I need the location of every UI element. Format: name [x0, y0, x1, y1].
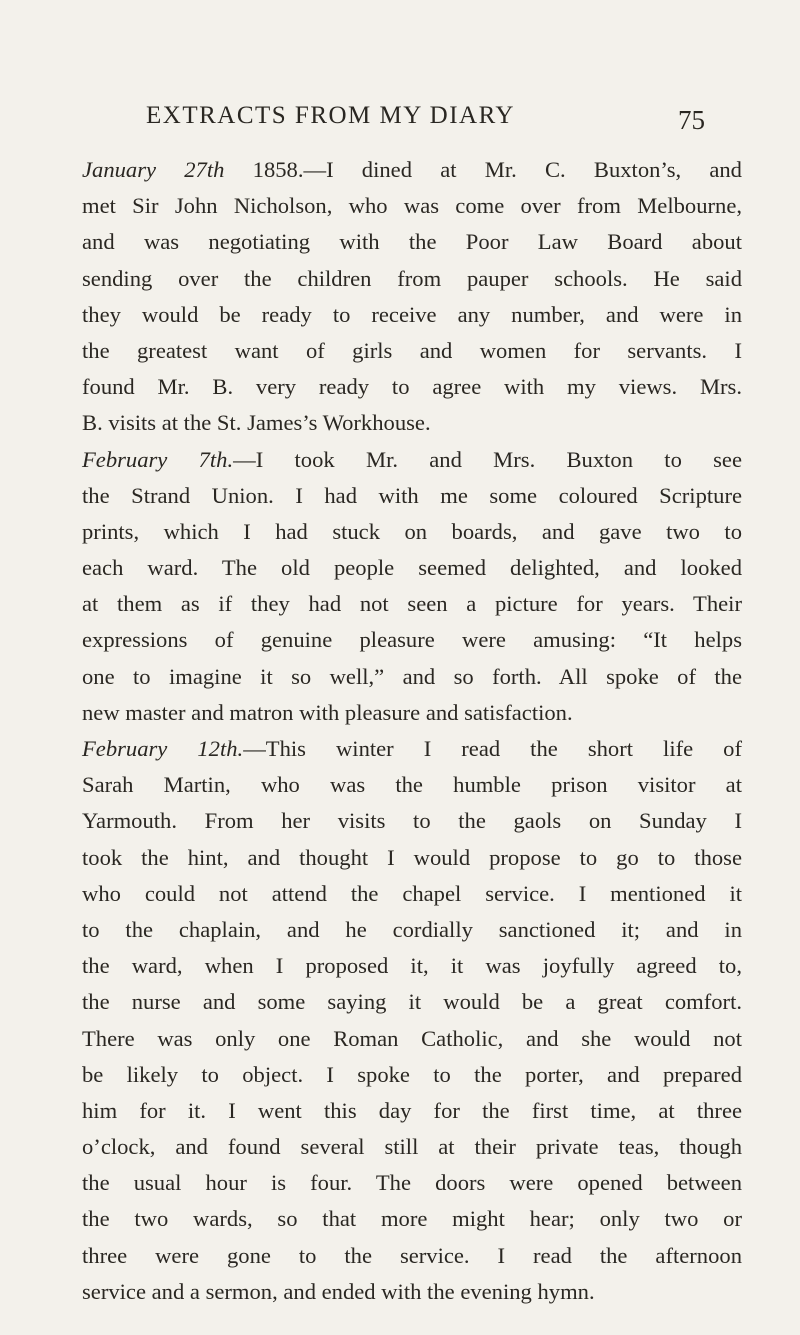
diary-entry-february-7-line-1: February 7th.—I took Mr. and Mrs. Buxton to see	[82, 446, 742, 472]
text-line: the nurse and some saying it would be a great comfort.	[82, 989, 742, 1015]
text-line: the two wards, so that more might hear; only two or	[82, 1206, 742, 1232]
diary-entry-february-12-line-1: February 12th.—This winter I read the short life of	[82, 736, 742, 761]
text-line: Yarmouth. From her visits to the gaols on Sunday I	[82, 808, 742, 834]
text-line: him for it. I went this day for the first time, at three	[82, 1097, 742, 1123]
text-line: took the hint, and thought I would propose to go to those	[82, 844, 742, 870]
text-line: the Strand Union. I had with me some coloured Scripture	[82, 482, 742, 508]
text-line: the usual hour is four. The doors were opened between	[82, 1170, 742, 1196]
text-line: service and a sermon, and ended with the evening hymn.	[82, 1278, 595, 1304]
page-number: 75	[678, 105, 705, 135]
text-line: three were gone to the service. I read the afternoon	[82, 1242, 742, 1268]
text-line: the ward, when I proposed it, it was joyfully agreed to,	[82, 953, 742, 979]
text-line: o’clock, and found several still at their private teas, though	[82, 1134, 742, 1160]
text-line: they would be ready to receive any number, and were in	[82, 301, 742, 327]
text-line: the greatest want of girls and women for servants. I	[82, 337, 742, 363]
diary-entry-january-27-line-1: January 27th 1858.—I dined at Mr. C. Buxton’s, and	[82, 157, 742, 182]
text-line: at them as if they had not seen a picture for years. Their	[82, 591, 742, 617]
text-line: new master and matron with pleasure and satisfaction.	[82, 699, 573, 725]
text-line: to the chaplain, and he cordially sanctioned it; and in	[82, 916, 742, 942]
text-line: sending over the children from pauper schools. He said	[82, 265, 742, 291]
text-line: There was only one Roman Catholic, and she would not	[82, 1025, 742, 1051]
text-line: B. visits at the St. James’s Workhouse.	[82, 410, 431, 436]
running-title: EXTRACTS FROM MY DIARY	[146, 102, 515, 129]
text-line: be likely to object. I spoke to the porter, and prepared	[82, 1061, 742, 1087]
text-line: met Sir John Nicholson, who was come over from Melbourne,	[82, 193, 742, 219]
text-line: expressions of genuine pleasure were amusing: “It helps	[82, 627, 742, 653]
text-line: and was negotiating with the Poor Law Board about	[82, 229, 742, 255]
entry-date: January 27th	[82, 157, 225, 182]
text-line: Sarah Martin, who was the humble prison visitor at	[82, 772, 742, 798]
entry-date: February 12th.	[82, 736, 244, 761]
entry-date: February 7th.	[82, 446, 234, 472]
text-line: one to imagine it so well,” and so forth. All spoke of the	[82, 663, 742, 689]
text-line: each ward. The old people seemed delighted, and looked	[82, 555, 742, 581]
text-line: found Mr. B. very ready to agree with my views. Mrs.	[82, 374, 742, 400]
text-line: who could not attend the chapel service. I mentioned it	[82, 880, 742, 906]
text-line: prints, which I had stuck on boards, and gave two to	[82, 518, 742, 544]
running-header	[0, 96, 800, 136]
diary-text	[82, 152, 742, 1310]
